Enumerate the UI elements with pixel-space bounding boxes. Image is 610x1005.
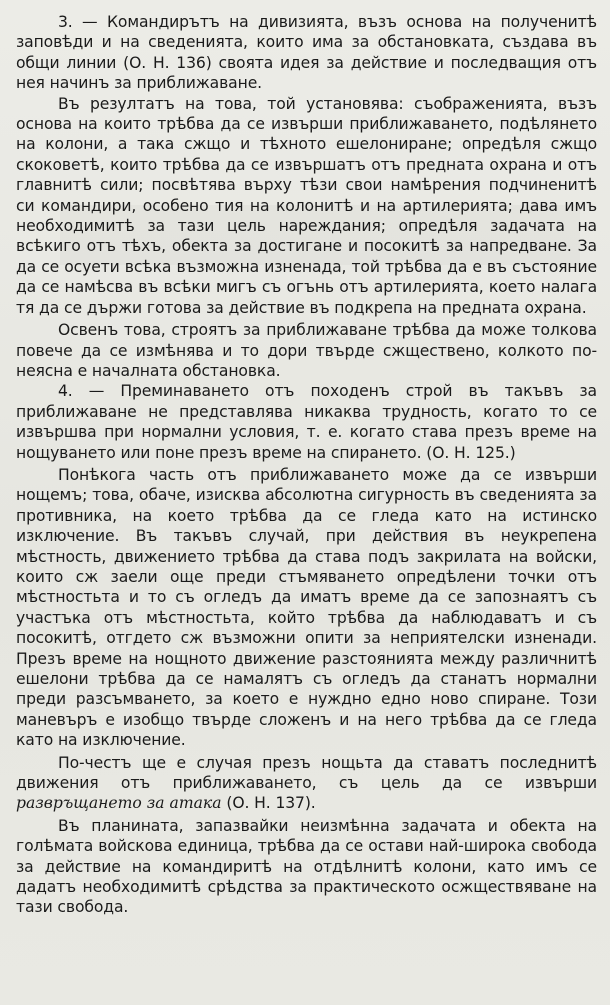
paragraph-night-approach: Понѣкога часть отъ приближаването може да се извърши нощемъ; това, обаче, изисква абсолютна сигурность въ сведенията за противника, на което трѣбва да се гледа като на истинско изключение. Въ такъвъ случай, при действия въ неукрепена мѣстность, движението трѣбва да става подъ закрилата на войски, които сж заели още преди стъмяването опредѣлени точки отъ мѣстностьта и то съ огледъ да иматъ време да се запознаятъ съ участъка отъ мѣстностьта, който трѣбва да наблюдаватъ и съ посокитѣ, отгдето сж възможни опити за неприятелски изненади. Презъ време на нощното движение разстоянията между различнитѣ ешелони трѣбва да се намалятъ съ огледъ да станатъ нормални преди разсъмването, за което е нуждно едно ново спиране. Този маневъръ е изобщо твърде сложенъ и на него трѣбва да се гледа като на изключение. <box>16 465 597 750</box>
paragraph-3-division-commander: 3. — Командирътъ на дивизията, възъ основа на полученитѣ заповѣди и на сведенията, които има за обстановката, създава въ общи линии (О. Н. 136) своята идея за действие и последващия отъ нея начинъ за приближаване. <box>16 13 597 93</box>
paragraph-night-deployment <box>16 753 597 814</box>
paragraph-result-establishes: Въ резултатъ на това, той установява: съображенията, възъ основа на които трѣбва да се извърши приближаването, подѣлянето на колони, а така сжщо и тѣхното ешелониране; опредѣля сжщо скоковетѣ, които трѣбва да се извършатъ отъ предната охрана и отъ главнитѣ сили; посвѣтява върху тѣзи свои намѣрения подчиненитѣ си командири, особено тия на колонитѣ и на артилерията; дава имъ необходимитѣ за тази цель нареждания; опредѣля задачата на всѣкиго отъ тѣхъ, обекта за достигане и посокитѣ за напредване. За да се осуети всѣка възможна изненада, той трѣбва да е въ състояние да се намѣсва въ всѣки мигъ съ огънь отъ артилерията, което налага тя да се държи готова за действие въ подкрепа на предната охрана. <box>16 94 597 317</box>
paragraph-mountains: Въ планината, запазвайки неизмѣнна задачата и обекта на голѣмата войскова единица, трѣбва да се остави най-широка свобода за действие на командиритѣ на отдѣлнитѣ колони, като имъ се дадатъ необходимитѣ срѣдства за практическото осжществяване на тази свобода. <box>16 816 597 917</box>
paragraph-night-deployment-start: По-честъ ще е случая презъ нощьта да ставатъ последнитѣ движения отъ приближаването, съ цель да се извърши <box>16 753 597 793</box>
paragraph-4-transition: 4. — Преминаването отъ походенъ строй въ такъвъ за приближаване не представлява никаква трудность, когато то се извършва при нормални условия, т. е. когато става презъ време на нощуването или поне презъ време на спирането. (О. Н. 125.) <box>16 382 597 462</box>
italic-deployment-for-attack: развръщането за атака <box>16 794 222 813</box>
paragraph-night-deployment-end: (О. Н. 137). <box>221 794 316 813</box>
paragraph-formation-changes: Освенъ това, строятъ за приближаване трѣбва да може толкова повече да се измѣнява и то дори твърде сжществено, колкото по-неясна е началната обстановка. <box>16 321 597 380</box>
